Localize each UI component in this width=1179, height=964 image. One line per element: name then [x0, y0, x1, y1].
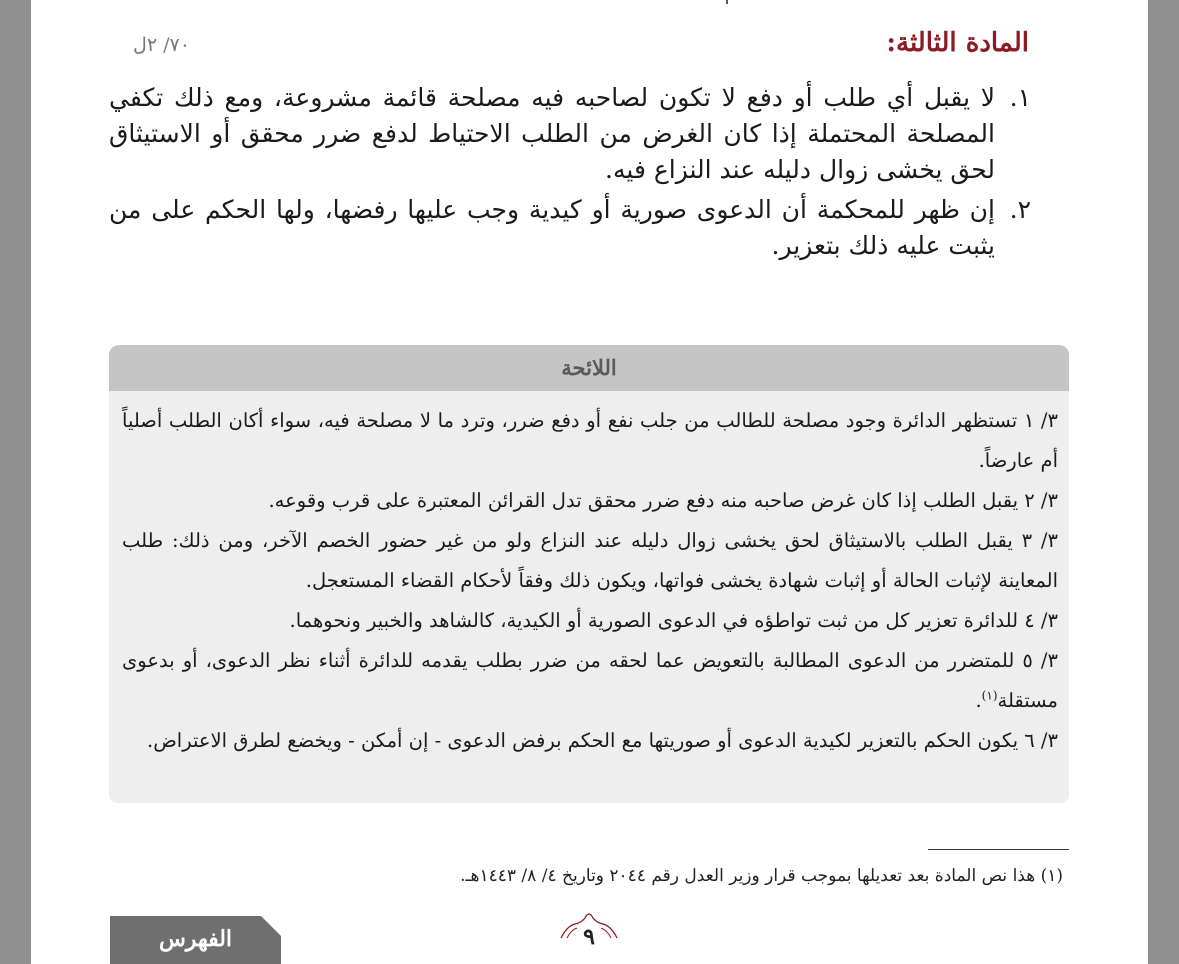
bylaw-item [122, 641, 1058, 721]
page-number-text: ٩ [583, 924, 595, 950]
footnote-separator [928, 849, 1069, 850]
bylaw-header: اللائحة [109, 345, 1069, 391]
article-title: المادة الثالثة: [886, 28, 1029, 58]
page-number [557, 904, 621, 956]
bylaw-items [109, 391, 1069, 761]
clause-text: لا يقبل أي طلب أو دفع لا تكون لصاحبه فيه مصلحة قائمة مشروعة، ومع ذلك تكفي المصلحة المحتملة إذا كان الغرض من الطلب الاحتياط لدفع ضرر محقق أو الاستيثاق لحق يخشى زوال دليله عند النزاع فيه. [109, 83, 995, 184]
document-page [31, 0, 1148, 964]
bylaw-box [109, 345, 1069, 803]
index-button[interactable]: الفهرس [110, 916, 281, 964]
footnote: (١) هذا نص المادة بعد تعديلها بموجب قرار وزير العدل رقم ٢٠٤٤ وتاريخ ٤/ ٨/ ١٤٤٣هـ. [460, 866, 1063, 886]
clause-number: ١. [1009, 83, 1031, 112]
bylaw-item: ٣/ ٢ يقبل الطلب إذا كان غرض صاحبه منه دفع ضرر محقق تدل القرائن المعتبرة على قرب وقوعه. [268, 489, 1058, 512]
article-reference-code: ٧٠/ ٢ل [133, 34, 190, 56]
bylaw-item-text: ٣/ ٥ للمتضرر من الدعوى المطالبة بالتعويض عما لحقه من ضرر بطلب يقدمه للدائرة أثناء نظر الدعوى، أو بدعوى مستقلة [122, 649, 1058, 712]
bylaw-item: ٣/ ٤ للدائرة تعزير كل من ثبت تواطؤه في الدعوى الصورية أو الكيدية، كالشاهد والخبير ونحوهما. [289, 609, 1058, 632]
clause-text: إن ظهر للمحكمة أن الدعوى صورية أو كيدية وجب عليها رفضها، ولها الحكم على من يثبت عليه ذلك بتعزير. [109, 195, 995, 260]
top-tick-mark [726, 0, 728, 4]
bylaw-item: ٣/ ٣ يقبل الطلب بالاستيثاق لحق يخشى زوال دليله عند النزاع ولو من غير حضور الخصم الآخر، ومن ذلك: طلب المعاينة لإثبات الحالة أو إثبات شهادة يخشى فواتها، ويكون ذلك وفقاً لأحكام القضاء المستعجل. [122, 529, 1058, 592]
index-tab-corner [261, 916, 281, 936]
footnote-marker[interactable]: (١) [981, 688, 998, 703]
bylaw-item: ٣/ ١ تستظهر الدائرة وجود مصلحة للطالب من جلب نفع أو دفع ضرر، وترد ما لا مصلحة فيه، سواء أكان الطلب أصلياً أم عارضاً. [122, 409, 1058, 472]
article-clauses [109, 80, 1031, 268]
bylaw-item: ٣/ ٦ يكون الحكم بالتعزير لكيدية الدعوى أو صوريتها مع الحكم برفض الدعوى - إن أمكن - ويخضع لطرق الاعتراض. [147, 729, 1058, 752]
clause-1 [109, 80, 1031, 188]
clause-number: ٢. [1009, 195, 1031, 224]
bylaw-item-end: . [975, 689, 982, 712]
clause-2 [109, 192, 1031, 264]
